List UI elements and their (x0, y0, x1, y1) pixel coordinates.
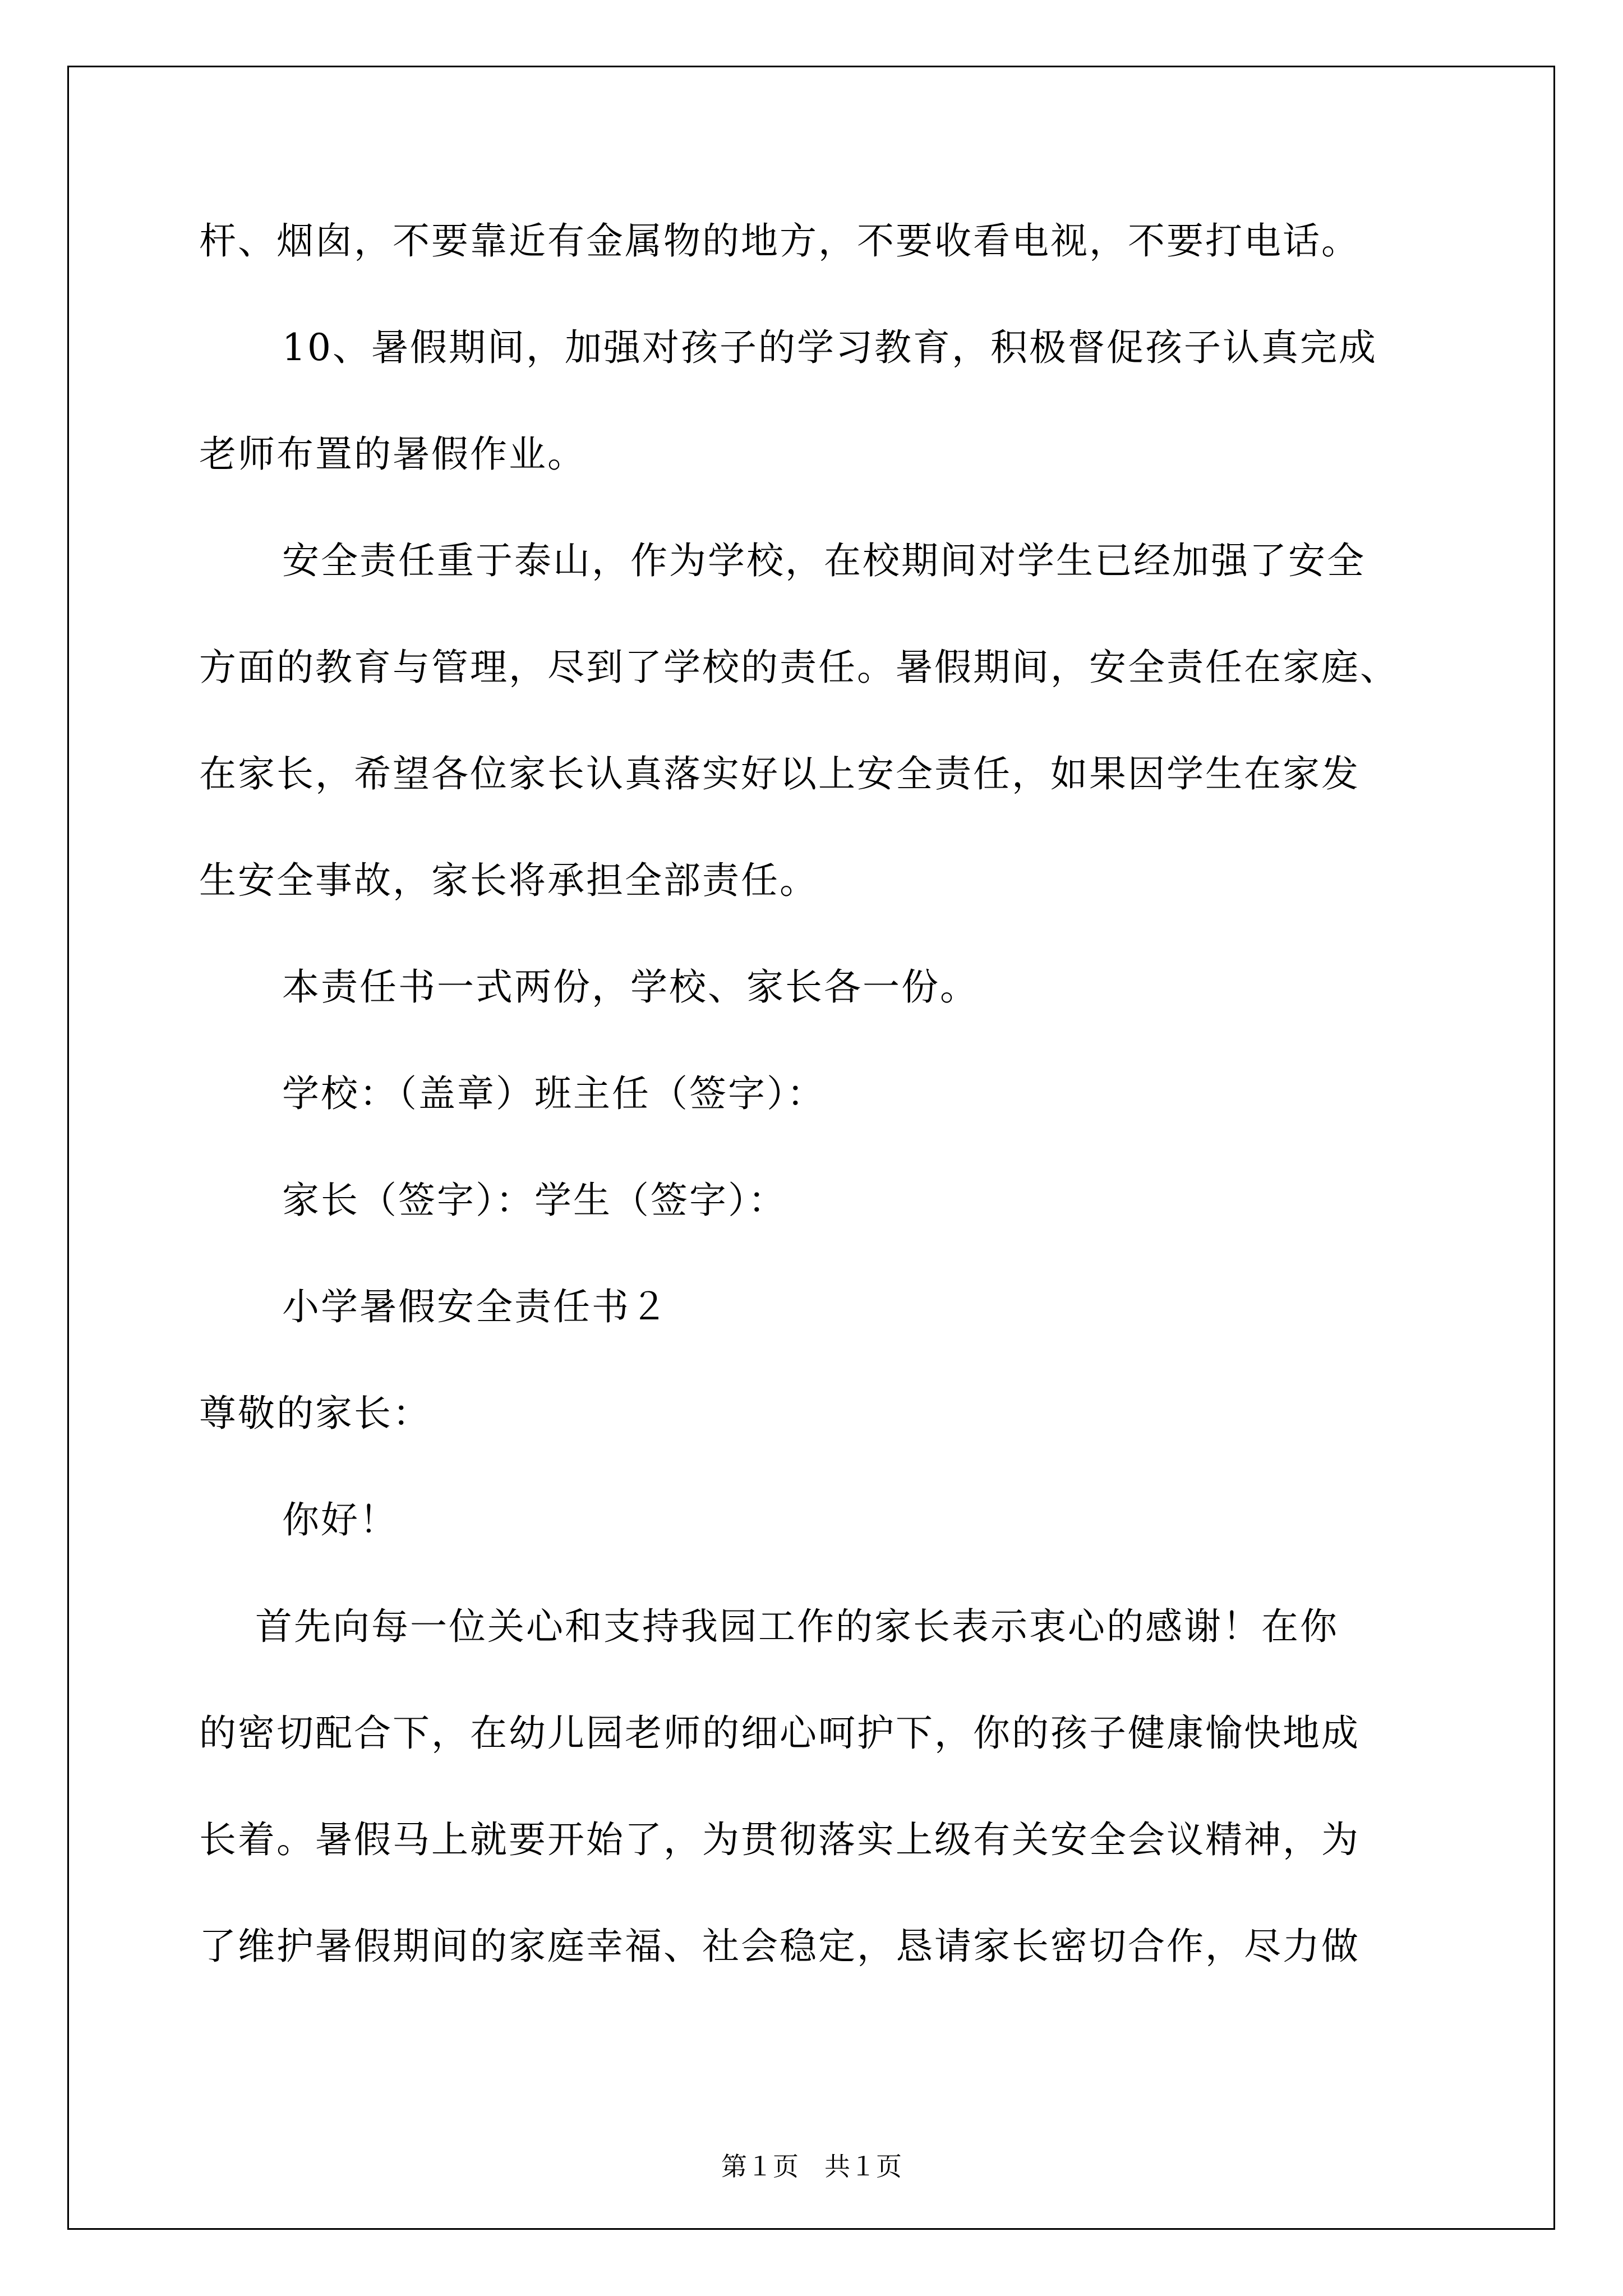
paragraph-line: 杆、烟囱，不要靠近有金属物的地方，不要收看电视，不要打电话。 (199, 219, 1360, 263)
paragraph-line: 老师布置的暑假作业。 (199, 432, 586, 476)
paragraph-line: 方面的教育与管理，尽到了学校的责任。暑假期间，安全责任在家庭、 (199, 646, 1399, 689)
paragraph-line: 生安全事故，家长将承担全部责任。 (199, 859, 818, 902)
paragraph-line: 首先向每一位关心和支持我园工作的家长表示衷心的感谢！在你 (255, 1605, 1339, 1648)
signature-line-school: 学校：（盖章）班主任（签字）： (282, 1072, 826, 1115)
paragraph-line: 10、暑假期间，加强对孩子的学习教育，积极督促孩子认真完成 (282, 326, 1377, 369)
section-title: 小学暑假安全责任书２ (282, 1285, 669, 1328)
paragraph-line: 长着。暑假马上就要开始了，为贯彻落实上级有关安全会议精神，为 (199, 1818, 1360, 1861)
greeting: 你好！ (282, 1498, 398, 1542)
paragraph-line: 了维护暑假期间的家庭幸福、社会稳定，恳请家长密切合作，尽力做 (199, 1925, 1360, 1968)
paragraph-line: 的密切配合下，在幼儿园老师的细心呵护下，你的孩子健康愉快地成 (199, 1711, 1360, 1755)
page-footer: 第１页 共１页 (721, 2151, 902, 2182)
paragraph-line: 安全责任重于泰山，作为学校，在校期间对学生已经加强了安全 (282, 539, 1366, 582)
page-border (67, 66, 1555, 2230)
paragraph-line: 在家长，希望各位家长认真落实好以上安全责任，如果因学生在家发 (199, 752, 1360, 795)
salutation: 尊敬的家长： (199, 1392, 431, 1435)
paragraph-line: 本责任书一式两份，学校、家长各一份。 (282, 965, 979, 1009)
signature-line-parent: 家长（签字）：学生（签字）： (282, 1179, 787, 1222)
